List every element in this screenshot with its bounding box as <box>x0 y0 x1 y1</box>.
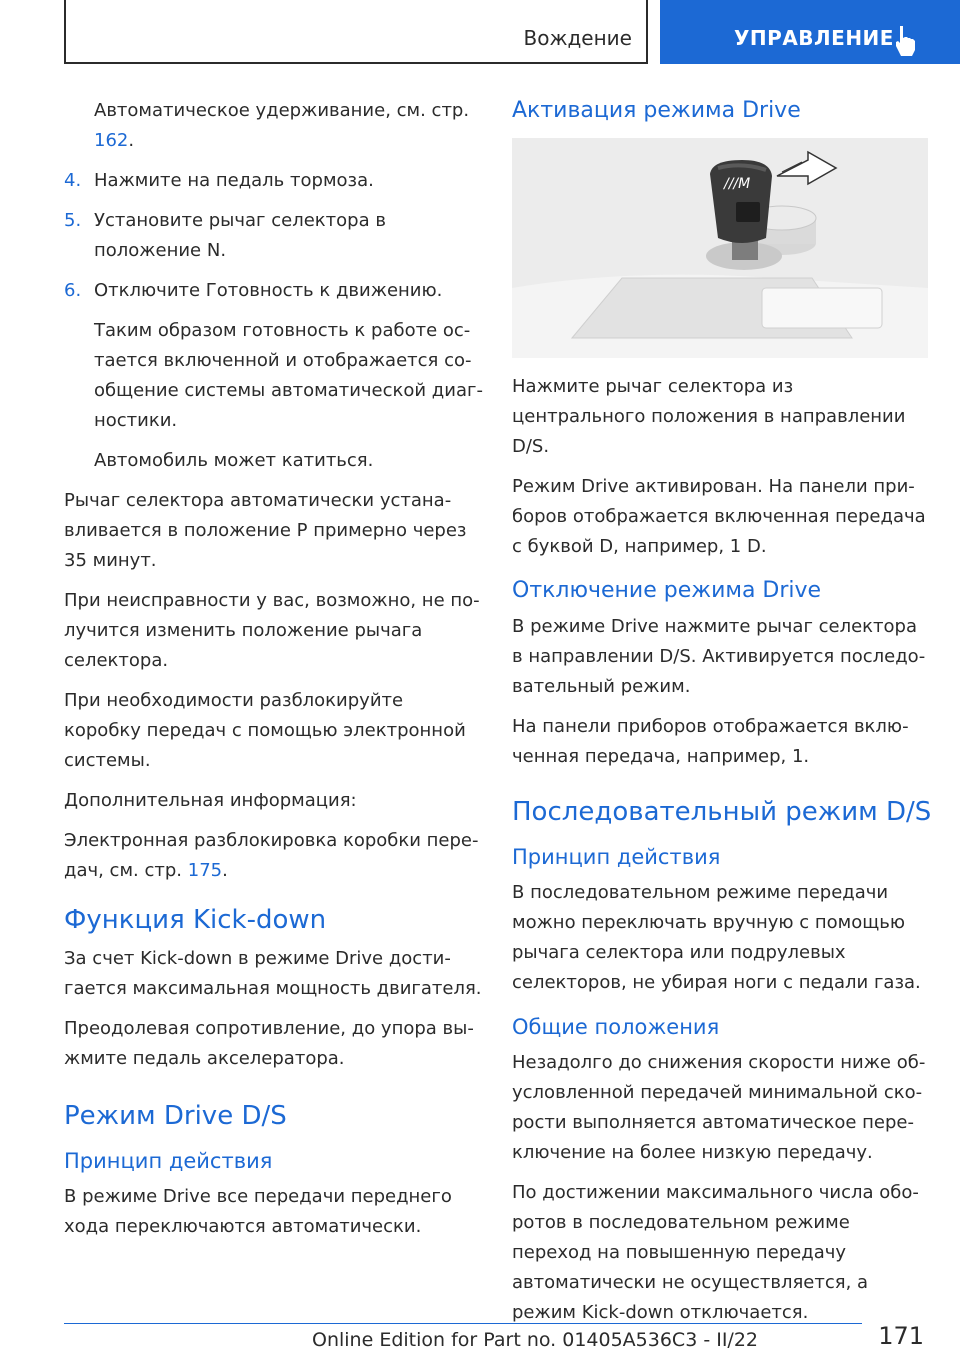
page-number: 171 <box>878 1322 924 1350</box>
heading-sequential-mode: Последовательный режим D/S <box>512 797 932 827</box>
step-6 <box>64 276 484 306</box>
page-link-175[interactable]: 175 <box>187 860 223 881</box>
paragraph: Режим Drive активирован. На панели приборов отображается включенная передача с буквой D, например, 1 D. <box>512 476 926 557</box>
right-column <box>512 96 932 1338</box>
paragraph: В последовательном режиме передачи можно переключать вручную с помощью рычага селектора или подрулевых селекторов, не убирая ноги с педали газа. <box>512 882 921 993</box>
footer-divider <box>64 1323 862 1324</box>
header-section-box <box>64 0 648 64</box>
paragraph: Преодолевая сопротивление, до упора выжмите педаль акселератора. <box>64 1018 474 1069</box>
step-text: Установите рычаг селектора в положение N. <box>94 210 386 261</box>
paragraph: Рычаг селектора автоматически устанавливается в положение P примерно через 35 минут. <box>64 490 467 571</box>
paragraph: На панели приборов отображается включенная передача, например, 1. <box>512 716 909 767</box>
svg-text:///M: ///M <box>724 176 751 192</box>
step-5 <box>64 206 484 266</box>
heading-kick-down: Функция Kick-down <box>64 905 327 935</box>
subheading-principle: Принцип действия <box>64 1149 273 1173</box>
left-column <box>64 96 484 1252</box>
gear-selector-photo <box>512 138 928 358</box>
step-number: 6. <box>64 280 82 301</box>
heading-drive-ds: Режим Drive D/S <box>64 1101 287 1131</box>
subheading-general: Общие положения <box>512 1015 720 1039</box>
paragraph: Нажмите рычаг селектора из центрального положения в направлении D/S. <box>512 376 906 457</box>
heading-deactivate-drive: Отключение режима Drive <box>512 578 822 603</box>
pointing-hand-icon <box>892 24 922 58</box>
paragraph: В режиме Drive нажмите рычаг селектора в направлении D/S. Активируется последовательный режим. <box>512 616 926 697</box>
step-text: Нажмите на педаль тормоза. <box>94 170 374 191</box>
subheading-principle: Принцип действия <box>512 845 721 869</box>
paragraph: В режиме Drive все передачи переднего хода переключаются автоматически. <box>64 1186 452 1237</box>
continued-paragraph: Автоматическое удерживание, см. стр. 162. <box>94 100 470 151</box>
paragraph: По достижении максимального числа оборотов в последовательном режиме переход на повышенную передачу автоматически не осуществляется, а режим Kick-down отключается. <box>512 1182 919 1323</box>
paragraph: Незадолго до снижения скорости ниже обусловленной передачей минимальной скорости выполняется автоматическое переключение на более низкую передачу. <box>512 1052 926 1163</box>
step-text: Отключите Готовность к движению. <box>94 280 443 301</box>
step-6-note: Автомобиль может катиться. <box>94 450 374 471</box>
step-number: 5. <box>64 210 82 231</box>
paragraph: При необходимости разблокируйте коробку передач с помощью электронной системы. <box>64 690 466 771</box>
paragraph: Дополнительная информация: <box>64 790 357 811</box>
footer-edition: Online Edition for Part no. 01405A536C3 - II/22 <box>312 1329 759 1351</box>
paragraph: Электронная разблокировка коробки передач, см. стр. 175. <box>64 830 479 881</box>
header-section-title: Вождение <box>523 26 632 50</box>
paragraph: За счет Kick-down в режиме Drive достигается максимальная мощность двигателя. <box>64 948 482 999</box>
header-chapter-title: УПРАВЛЕНИЕ <box>734 26 894 50</box>
gear-selector-illustration <box>512 138 928 358</box>
paragraph: При неисправности у вас, возможно, не получится изменить положение рычага селектора. <box>64 590 480 671</box>
step-6-note: Таким образом готовность к работе остается включенной и отображается сообщение системы автоматической диагностики. <box>94 320 483 431</box>
page-link-162[interactable]: 162 <box>94 130 129 151</box>
heading-activate-drive: Активация режима Drive <box>512 98 801 123</box>
step-4 <box>64 166 484 196</box>
step-number: 4. <box>64 170 82 191</box>
